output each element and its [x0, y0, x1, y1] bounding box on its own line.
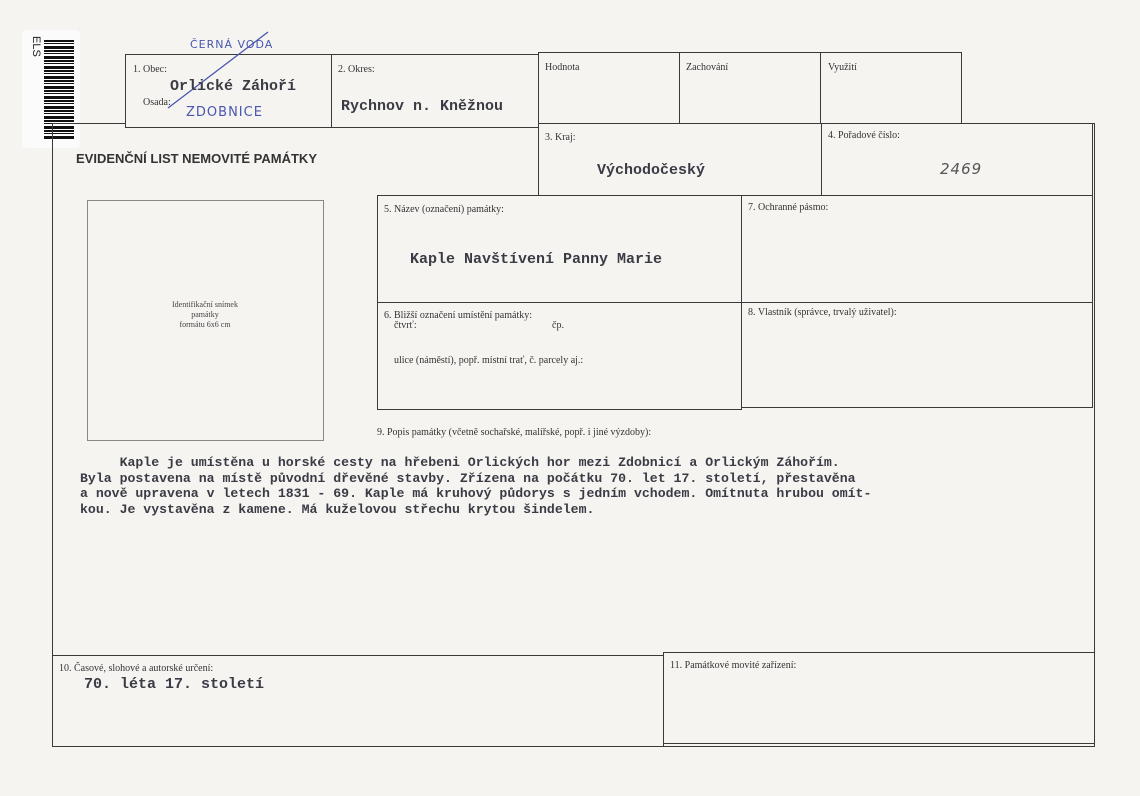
hodnota-label: Hodnota [545, 62, 580, 73]
popis-line: a nově upravena v letech 1831 - 69. Kaple má kruhový půdorys s jedním vchodem. Omítnuta hrubou omít- [80, 486, 872, 501]
poradove-cislo-handwritten: 2469 [940, 160, 983, 178]
obec-handwritten: ČERNÁ VODA [190, 38, 274, 51]
nazev-value: Kaple Navštívení Panny Marie [410, 251, 663, 268]
barcode-code: ELS [30, 36, 42, 57]
okres-label: 2. Okres: [338, 64, 375, 75]
photo-placeholder-text [88, 300, 322, 330]
strike-icon [160, 30, 280, 110]
obec-label: 1. Obec: [133, 64, 167, 75]
zachovani-label: Zachování [686, 62, 729, 73]
blizsi-oznaceni-label: 6. Bližší označení umístění památky: [384, 310, 533, 321]
ctvrt-label: čtvrť: [394, 320, 417, 331]
cp-label: čp. [552, 320, 564, 331]
osada-handwritten: ZDOBNICE [186, 105, 263, 120]
movite-zarizeni-label: 11. Památkové movité zařízení: [670, 660, 797, 671]
vlastnik-label: 8. Vlastník (správce, trvalý uživatel): [748, 307, 897, 318]
popis-line: kou. Je vystavěna z kamene. Má kuželovou střechu krytou šindelem. [80, 501, 595, 517]
field-kraj [538, 123, 822, 196]
popis-line: Kaple je umístěna u horské cesty na hřebeni Orlických hor mezi Zdobnicí a Orlickým Záhořím. [80, 455, 840, 470]
ochranne-pasmo-label: 7. Ochranné pásmo: [748, 202, 829, 213]
obec-value: Orlické Záhoří [170, 78, 297, 95]
casove-urceni-value: 70. léta 17. století [84, 676, 265, 693]
ulice-label: ulice (náměstí), popř. místní trať, č. parcely aj.: [394, 355, 584, 366]
photo-line-3: formátu 6x6 cm [179, 320, 231, 329]
poradove-cislo-label: 4. Pořadové číslo: [828, 130, 900, 141]
osada-label: Osada: [143, 97, 171, 108]
photo-line-2: památky [191, 310, 219, 319]
casove-urceni-label: 10. Časové, slohové a autorské určení: [59, 663, 214, 674]
popis-line: Byla postavena na místě původní dřevěné stavby. Zřízena na počátku 70. let 17. století, přestavěna [80, 470, 856, 486]
kraj-value: Východočeský [597, 162, 706, 179]
popis-label: 9. Popis památky (včetně sochařské, malířské, popř. i jiné výzdoby): [377, 427, 652, 438]
photo-line-1: Identifikační snímek [172, 300, 238, 309]
popis-text [80, 455, 1080, 517]
okres-value: Rychnov n. Kněžnou [341, 98, 504, 115]
kraj-label: 3. Kraj: [545, 132, 576, 143]
nazev-label: 5. Název (označení) památky: [384, 204, 504, 215]
form-title: EVIDENČNÍ LIST NEMOVITÉ PAMÁTKY [76, 151, 317, 166]
vyuziti-label: Využití [828, 62, 857, 73]
